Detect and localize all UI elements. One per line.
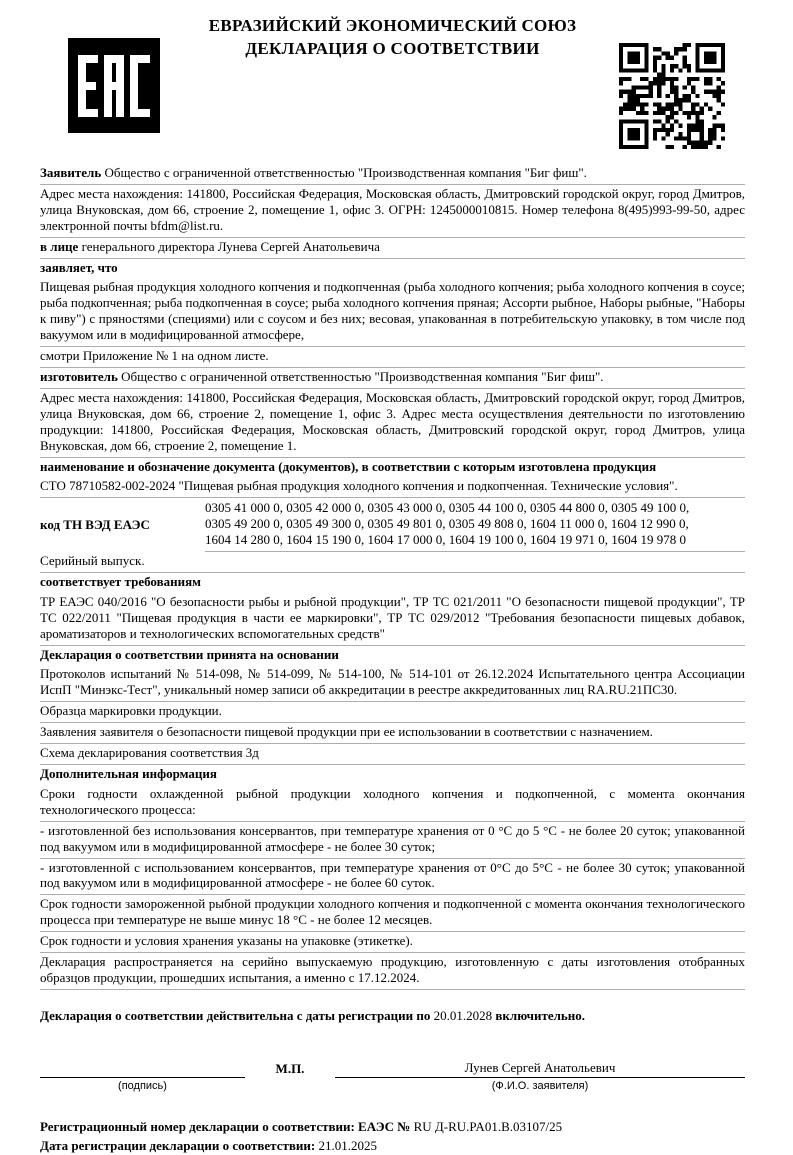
document-header [40, 12, 745, 164]
shelf-life-no-preservatives: - изготовленной без использования консервантов, при температуре хранения от 0 °С до 5 °С - не более 20 суток; упакованной под вакуумом или в модифицированной атмосфере - не более 30 суток; [40, 822, 745, 859]
declaration-scheme: Схема декларирования соответствия 3д [40, 744, 745, 765]
signature-area [40, 1060, 745, 1093]
tnved-label: код ТН ВЭД ЕАЭС [40, 517, 150, 533]
tnved-codes [205, 498, 745, 552]
serial-production: Серийный выпуск. [40, 552, 745, 573]
see-annex: смотри Приложение № 1 на одном листе. [40, 347, 745, 368]
product-description: Пищевая рыбная продукция холодного копчения и подкопченная (рыба холодного копчения; рыба холодного копчения в соусе; рыба подкопченная; рыба подкопченная в соусе; рыба холодного копчения пряная; Ассорти рыбное, Наборы рыбные, "Наборы к пиву") с пряностями (специями) или с соусом и без них; весовая, упакованная в потребительскую упаковку, в том числе под вакуумом или в модифицированной атмосфере, [40, 278, 745, 347]
tnved-codes-line: 0305 49 200 0, 0305 49 300 0, 0305 49 801 0, 0305 49 808 0, 1604 11 000 0, 1604 12 990 0, [205, 516, 689, 532]
shelf-life-chilled: Сроки годности охлажденной рыбной продукции холодного копчения и подкопченной, с момента окончания технологического процесса: [40, 785, 745, 822]
tnved-codes-line: 1604 14 280 0, 1604 15 190 0, 1604 17 000 0, 1604 19 100 0, 1604 19 971 0, 1604 19 978 0 [205, 532, 686, 548]
union-title: ЕВРАЗИЙСКИЙ ЭКОНОМИЧЕСКИЙ СОЮЗ [208, 16, 577, 35]
adoption-basis-header: Декларация о соответствии принята на основании [40, 646, 339, 662]
validity: Декларация о соответствии действительна с даты регистрации по 20.01.2028 включительно. [40, 1007, 586, 1023]
additional-info-header: Дополнительная информация [40, 766, 217, 781]
registration-date-value: 21.01.2025 [318, 1137, 377, 1153]
serial-coverage: Декларация распространяется на серийно выпускаемую продукцию, изготовленную с даты изготовления отобранных образцов продукции, прошедших испытания, а именно с 17.12.2024. [40, 953, 745, 990]
registration-date-label: Дата регистрации декларации о соответствии: [40, 1137, 319, 1153]
registration-number-label: Регистрационный номер декларации о соответствии: ЕАЭС № [40, 1118, 414, 1134]
manufacturer-address: Адрес места нахождения: 141800, Российская Федерация, Московская область, Дмитровский городской округ, город Дмитров, улица Внуковская, дом 66, строение 2, помещение 1, офис 3. Адрес места осуществления деятельности по изготовлению продукции: 141800, Российская Федерация, Московская область, Дмитровский городской округ, город Дмитров, улица Внуковская, дом 66, строение 2, помещение 1. [40, 389, 745, 458]
document-basis-header: наименование и обозначение документа (документов), в соответствии с которым изготовлена продукция [40, 458, 657, 474]
signature-caption: (подпись) [118, 1079, 167, 1092]
registration-number-row [40, 1117, 745, 1136]
declares-that-header: заявляет, что [40, 259, 118, 275]
document-basis: СТО 78710582-002-2024 "Пищевая рыбная продукция холодного копчения и подкопченная. Технические условия". [40, 477, 745, 498]
document-title: ДЕКЛАРАЦИЯ О СООТВЕТСТВИИ [245, 39, 540, 58]
registration-number-value: RU Д-RU.PA01.B.03107/25 [413, 1118, 563, 1134]
manufacturer: изготовитель Общество с ограниченной ответственностью "Производственная компания "Биг фиш". [40, 368, 745, 389]
applicant-address: Адрес места нахождения: 141800, Российская Федерация, Московская область, Дмитровский городской округ, город Дмитров, улица Внуковская, дом 66, строение 2, помещение 1, офис 3. ОГРН: 1245000010815. Номер телефона 8(495)993-99-50, адрес электронной почты bfdm@list.ru. [40, 185, 745, 238]
tnved-codes-line: 0305 41 000 0, 0305 42 000 0, 0305 43 000 0, 0305 44 100 0, 0305 44 800 0, 0305 49 100 0, [205, 500, 690, 516]
marking-sample: Образца маркировки продукции. [40, 702, 745, 723]
fio-caption: (Ф.И.О. заявителя) [491, 1079, 589, 1092]
qr-code-icon [619, 43, 725, 149]
tnved-code-block [40, 498, 745, 552]
test-reports: Протоколов испытаний № 514-098, № 514-099, № 514-100, № 514-101 от 26.12.2024 Испытательного центра Ассоциации ИспП "Минэкс-Тест", уникальный номер записи об аккредитации в реестре аккредитованных лиц RA.RU.21ПС30. [40, 665, 745, 702]
applicant: Заявитель Общество с ограниченной ответственностью "Производственная компания "Биг фиш". [40, 164, 745, 185]
applicant-fio: Лунев Сергей Анатольевич [464, 1059, 616, 1075]
storage-label-note: Срок годности и условия хранения указаны на упаковке (этикетке). [40, 932, 745, 953]
registration-footer [40, 1117, 745, 1155]
technical-regulations: ТР ЕАЭС 040/2016 "О безопасности рыбы и рыбной продукции", ТР ТС 021/2011 "О безопасности пищевой продукции", ТР ТС 022/2011 "Пищевая продукция в части ее маркировки", ТР ТС 029/2012 "Требования безопасности пищевых добавок, ароматизаторов и технологических вспомогательных средств" [40, 593, 745, 646]
stamp-place-label: М.П. [275, 1060, 305, 1076]
registration-date-row [40, 1136, 745, 1155]
declaration-body-bottom [40, 552, 745, 1030]
declaration-body-top [40, 164, 745, 498]
shelf-life-frozen: Срок годности замороженной рыбной продукции холодного копчения и подкопченной с момента окончания технологического процесса при температуре не выше минус 18 °С - не более 12 месяцев. [40, 895, 745, 932]
signature-field [40, 1077, 245, 1093]
shelf-life-with-preservatives: - изготовленной с использованием консервантов, при температуре хранения от 0°С до 5°С - не более 30 суток; упакованной под вакуумом или в модифицированной атмосфере - не более 60 суток. [40, 859, 745, 896]
fio-field [335, 1060, 745, 1093]
complies-with-header: соответствует требованиям [40, 573, 201, 589]
applicant-statement: Заявления заявителя о безопасности пищевой продукции при ее использовании в соответствии с назначением. [40, 723, 745, 744]
in-person: в лице генерального директора Лунева Сергей Анатольевича [40, 238, 745, 259]
